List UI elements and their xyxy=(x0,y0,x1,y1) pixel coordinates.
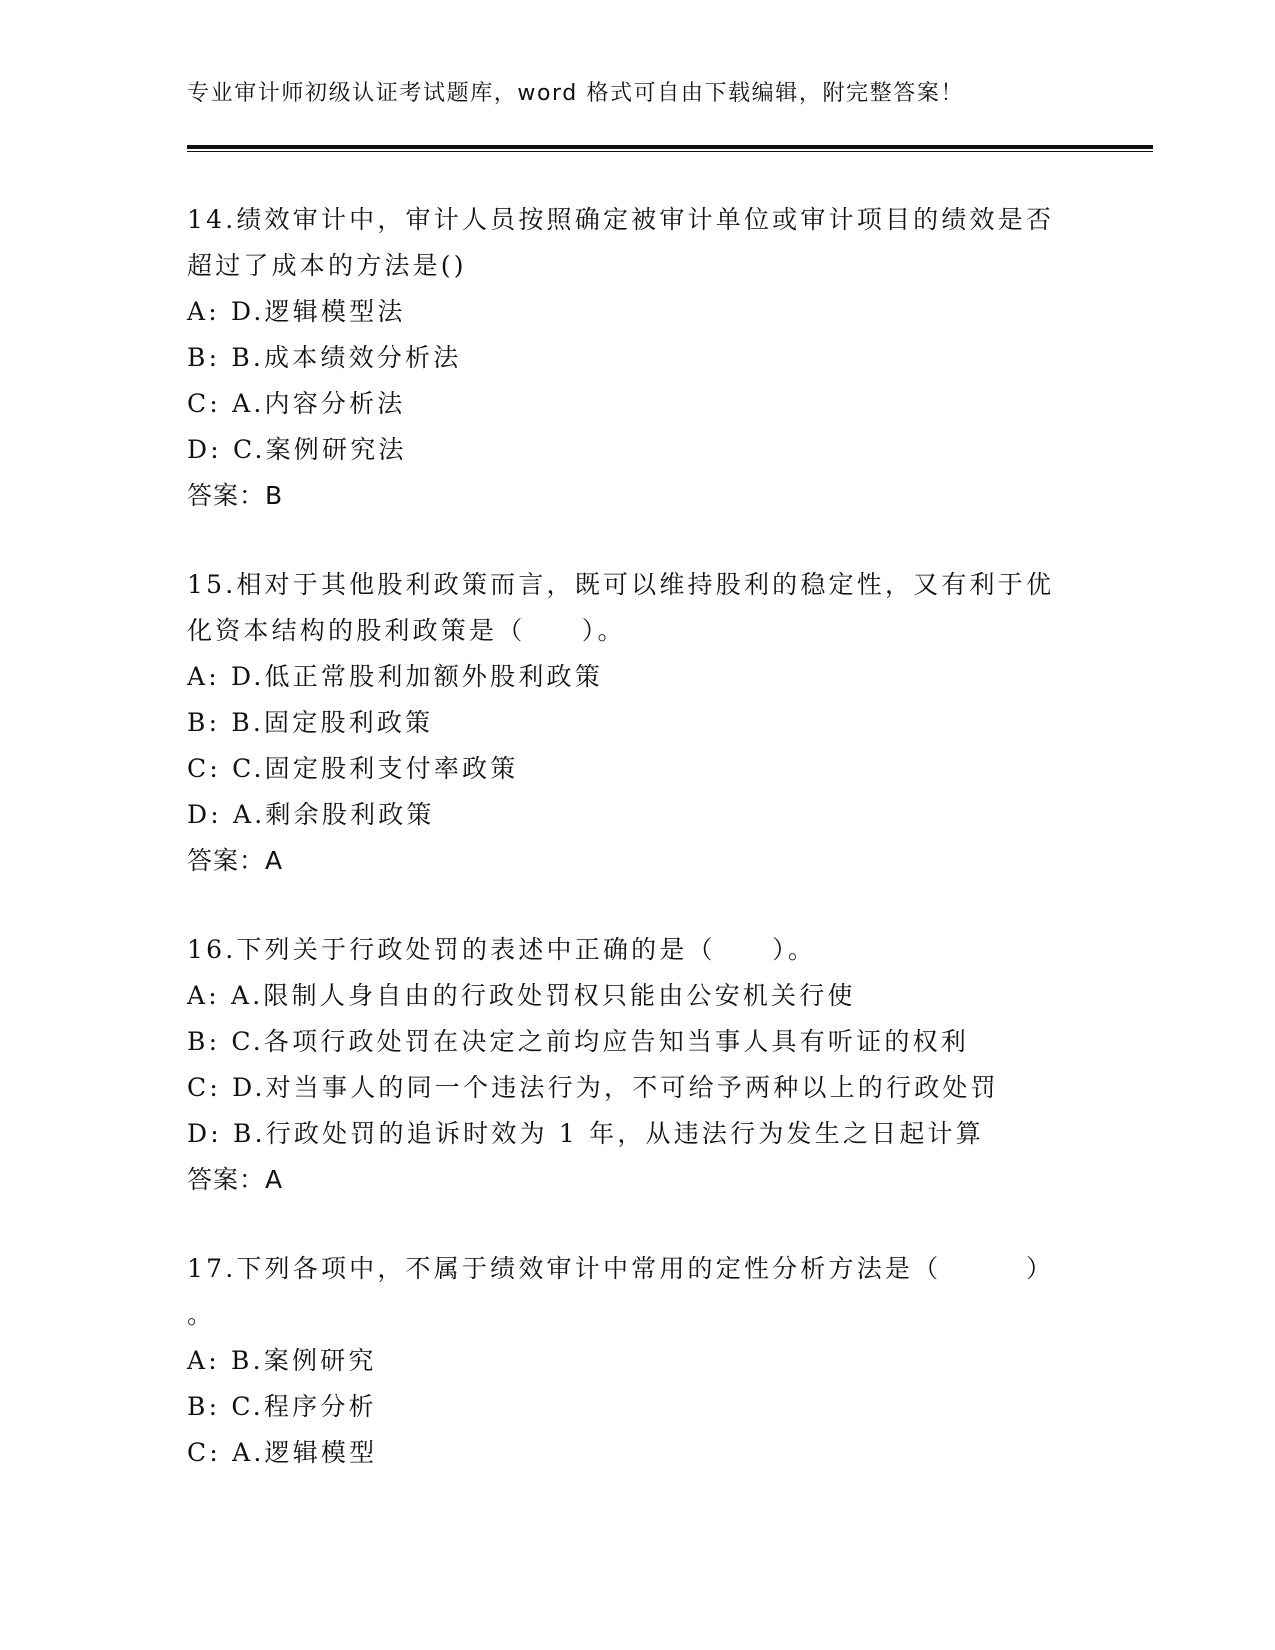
question-14 xyxy=(187,197,1087,519)
question-stem: 。 xyxy=(187,1300,216,1329)
question-stem: 17.下列各项中，不属于绩效审计中常用的定性分析方法是（ ） xyxy=(187,1254,1055,1283)
option-b: B: B.成本绩效分析法 xyxy=(187,343,462,372)
question-stem: 15.相对于其他股利政策而言，既可以维持股利的稳定性，又有利于优 xyxy=(187,570,1055,599)
option-b: B: C.各项行政处罚在决定之前均应告知当事人具有听证的权利 xyxy=(187,1027,969,1056)
option-a: A: B.案例研究 xyxy=(187,1346,377,1375)
option-b: B: B.固定股利政策 xyxy=(187,708,434,737)
option-c: C: A.逻辑模型 xyxy=(187,1438,378,1467)
option-d: D: A.剩余股利政策 xyxy=(187,800,435,829)
question-list xyxy=(187,197,1087,1519)
question-16 xyxy=(187,927,1087,1203)
question-stem: 14.绩效审计中，审计人员按照确定被审计单位或审计项目的绩效是否 xyxy=(187,205,1055,234)
answer: 答案：A xyxy=(187,846,284,875)
option-c: C: D.对当事人的同一个违法行为，不可给予两种以上的行政处罚 xyxy=(187,1073,999,1102)
option-c: C: A.内容分析法 xyxy=(187,389,406,418)
option-a: A: D.逻辑模型法 xyxy=(187,297,406,326)
answer: 答案：A xyxy=(187,1165,284,1194)
header-rule-thick xyxy=(187,145,1153,149)
question-stem: 化资本结构的股利政策是（ ）。 xyxy=(187,616,626,645)
option-a: A: A.限制人身自由的行政处罚权只能由公安机关行使 xyxy=(187,981,856,1010)
option-a: A: D.低正常股利加额外股利政策 xyxy=(187,662,603,691)
answer: 答案：B xyxy=(187,481,284,510)
question-stem: 超过了成本的方法是() xyxy=(187,251,467,280)
header-rule-thin xyxy=(187,151,1153,152)
option-d: D: C.案例研究法 xyxy=(187,435,407,464)
option-d: D: B.行政处罚的追诉时效为 1 年，从违法行为发生之日起计算 xyxy=(187,1119,984,1148)
question-stem: 16.下列关于行政处罚的表述中正确的是（ ）。 xyxy=(187,935,817,964)
option-c: C: C.固定股利支付率政策 xyxy=(187,754,519,783)
option-b: B: C.程序分析 xyxy=(187,1392,377,1421)
question-17 xyxy=(187,1246,1087,1476)
page-header: 专业审计师初级认证考试题库，word 格式可自由下载编辑，附完整答案！ xyxy=(187,81,965,106)
question-15 xyxy=(187,562,1087,884)
